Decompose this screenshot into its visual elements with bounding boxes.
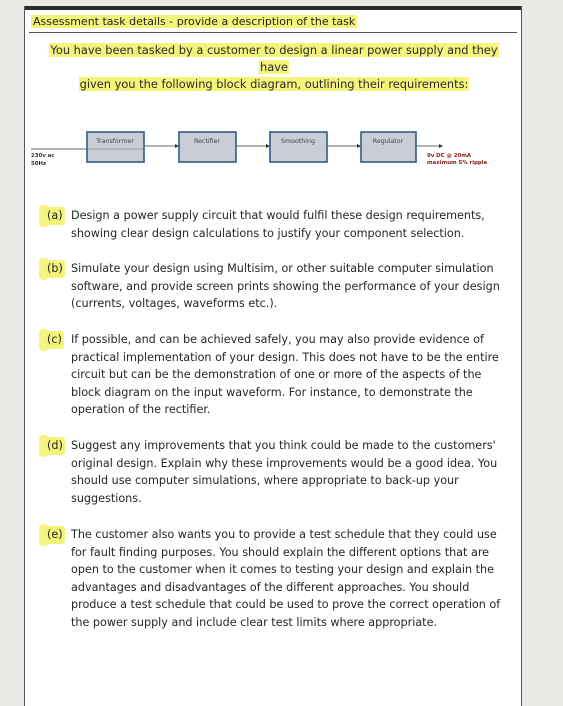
task-b-text: Simulate your design using Multisim, or other suitable computer simulation software, and provide screen prints showing the performance of your design (currents, voltages, waveforms etc.). [71, 262, 500, 310]
task-c-letter: (c) [45, 331, 64, 349]
intro-paragraph [39, 42, 509, 93]
intro-line-1: You have been tasked by a customer to design a linear power supply and they have [50, 43, 498, 74]
header-band [29, 12, 517, 33]
block-regulator-label: Regulator [372, 138, 404, 145]
task-c-text: If possible, and can be achieved safely, you may also provide evidence of practical implementation of your design. This does not have to be the entire circuit but can be the demonstration of one or more of the aspects of the block diagram on the input waveform. For instance, to demonstrate the operation of the rectifier. [71, 333, 499, 416]
output-arrow [439, 144, 443, 148]
output-ripple-label: maximum 5% ripple [427, 160, 488, 166]
task-a-text: Design a power supply circuit that would fulfil these design requirements, showing clear design calculations to justify your component selection. [71, 209, 485, 240]
block-diagram [27, 116, 523, 196]
document-page [24, 6, 522, 706]
block-transformer [87, 132, 144, 162]
task-e [45, 526, 507, 631]
task-a-letter: (a) [45, 207, 65, 225]
task-d-text: Suggest any improvements that you think could be made to the customers' original design. Explain why these improvements would be a good idea. You should use computer simulations, where appropriate to back-up your suggestions. [71, 439, 498, 505]
input-voltage-label: 230v ac [31, 153, 55, 159]
task-b [45, 260, 507, 313]
task-d [45, 437, 507, 507]
task-e-text: The customer also wants you to provide a test schedule that they could use for fault finding purposes. You should explain the different options that are open to the customer when it comes to testing your design and explain the advantages and disadvantages of the different approaches. You should produce a test schedule that could be used to prove the correct operation of the power supply and include clear test limits where appropriate. [71, 528, 501, 629]
block-smoothing [270, 132, 327, 162]
task-d-letter: (d) [45, 437, 65, 455]
top-border [25, 6, 521, 10]
page-title: Assessment task details - provide a description of the task [33, 15, 356, 28]
task-a [45, 207, 507, 242]
input-frequency-label: 50Hz [31, 161, 47, 167]
intro-line-2: given you the following block diagram, outlining their requirements: [79, 77, 469, 91]
task-b-letter: (b) [45, 260, 65, 278]
task-c [45, 331, 507, 419]
block-rectifier-label: Rectifier [193, 138, 221, 145]
task-e-letter: (e) [45, 526, 65, 544]
block-smoothing-label: Smoothing [280, 138, 316, 145]
output-voltage-label: 9v DC @ 20mA [427, 153, 472, 159]
block-rectifier [179, 132, 236, 162]
block-regulator [361, 132, 416, 162]
block-transformer-label: Transformer [96, 138, 134, 145]
